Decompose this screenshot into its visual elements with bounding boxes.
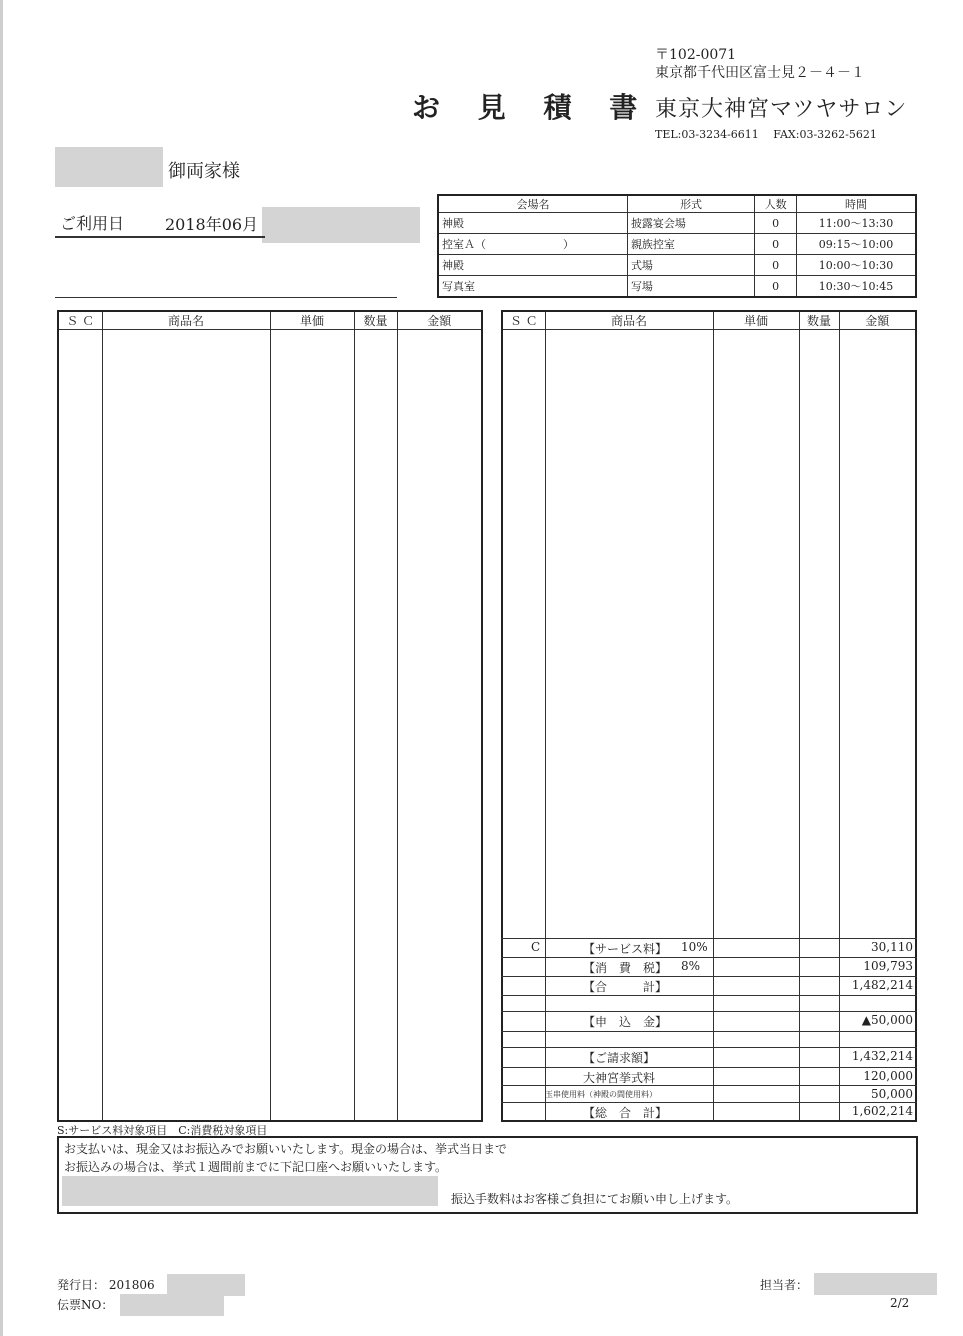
table-row [438,255,916,276]
payment-note-3: 振込手数料はお客様ご負担にてお願い申し上げます。 [451,1192,739,1206]
venue-cell: 神殿 [438,213,627,234]
staff-label: 担当者： [760,1278,809,1292]
redacted-issue-date [167,1274,245,1296]
redacted-staff [814,1273,937,1295]
header-amount: 金額 [397,311,482,330]
table-row [58,330,482,1122]
company-tel-fax: TEL:03-3234-6611 FAX:03-3262-5621 [655,128,877,141]
page-number: 2/2 [890,1296,910,1310]
service-label: 【サービス料】 [583,942,668,956]
subtotal-amount: 1,482,214 [851,978,913,992]
ceremony-fee-label: 大神宮挙式料 [583,1071,656,1085]
company-address: 東京都千代田区富士見２－４－１ [655,65,865,81]
header-quantity: 数量 [354,311,397,330]
time-cell: 11:00～13:30 [797,213,916,234]
venue-cell: 神殿 [438,255,627,276]
deposit-amount: ▲50,000 [861,1013,913,1027]
service-charge-row [501,938,917,958]
redacted-date [262,207,420,243]
ceremony-fee-amount: 120,000 [863,1069,913,1083]
spacer-row [501,995,917,1012]
payment-note-1: お支払いは、現金又はお振込みでお願いいたします。現金の場合は、挙式当日まで [64,1142,508,1156]
payment-notes [57,1136,918,1214]
items-table-left [57,310,483,1122]
header-quantity: 数量 [799,311,839,330]
format-cell: 写場 [627,276,754,298]
billing-amount: 1,432,214 [851,1049,913,1063]
tax-label: 【消 費 税】 [583,961,668,975]
payment-note-2: お振込みの場合は、挙式１週間前までに下記口座へお願いいたします。 [64,1160,448,1174]
tax-row [501,957,917,977]
format-cell: 披露宴会場 [627,213,754,234]
count-cell: 0 [755,276,797,298]
count-cell: 0 [755,255,797,276]
header-sc: Ｓ Ｃ [58,311,102,330]
header-unit-price: 単価 [270,311,354,330]
redacted-bank-account [62,1176,438,1206]
format-cell: 式場 [627,255,754,276]
tax-rate: 8% [681,959,701,973]
venue-header-time: 時間 [797,195,916,213]
venue-header-name: 会場名 [438,195,627,213]
venue-table [437,194,917,298]
deposit-label: 【申 込 金】 [583,1015,668,1029]
grand-total-amount: 1,602,214 [851,1104,913,1118]
service-rate: 10% [681,940,708,954]
shrine-fee-amount: 50,000 [871,1087,913,1101]
redacted-slip-number [120,1294,224,1316]
count-cell: 0 [755,234,797,255]
redacted-name [55,147,163,187]
issue-date [57,1276,155,1293]
table-row [438,276,916,298]
sc-footnote: S:サービス料対象項目 C:消費税対象項目 [57,1124,268,1137]
addressee: 御両家様 [168,161,240,182]
use-date-underline [55,236,265,238]
billing-label: 【ご請求額】 [583,1051,656,1065]
page-edge [0,0,3,1336]
tax-amount: 109,793 [863,959,913,973]
table-row [438,234,916,255]
format-cell: 親族控室 [627,234,754,255]
header-item-name: 商品名 [102,311,270,330]
issue-date-label: 発行日： [57,1278,106,1292]
time-cell: 10:00～10:30 [797,255,916,276]
issue-date-value: 201806 [108,1278,155,1292]
header-amount: 金額 [839,311,916,330]
table-row [438,213,916,234]
company-postal: 〒102-0071 [655,47,737,63]
time-cell: 10:30～10:45 [797,276,916,298]
venue-header-count: 人数 [755,195,797,213]
venue-header-format: 形式 [627,195,754,213]
use-date-label: ご利用日 [60,214,125,233]
use-date-value: 2018年06月 [165,215,259,234]
subtotal-label: 【合 計】 [583,980,668,994]
slip-number-label: 伝票NO： [57,1298,114,1312]
company-name: 東京大神宮マツヤサロン [655,97,908,122]
venue-cell: 控室Ａ（ ） [438,234,627,255]
venue-cell: 写真室 [438,276,627,298]
service-amount: 30,110 [871,940,913,954]
header-item-name: 商品名 [545,311,713,330]
grand-total-label: 【総 合 計】 [583,1106,668,1120]
document-title: お 見 積 書 [412,91,652,124]
spacer-row [501,1031,917,1048]
time-cell: 09:15～10:00 [797,234,916,255]
header-unit-price: 単価 [713,311,799,330]
grand-total-row [501,1102,917,1121]
ceremony-fee-row [501,1067,917,1086]
service-sc: C [531,940,541,954]
shrine-fee-row [501,1085,917,1103]
count-cell: 0 [755,213,797,234]
billing-row [501,1047,917,1068]
deposit-row [501,1011,917,1032]
header-sc: Ｓ Ｃ [502,311,545,330]
subtotal-row [501,976,917,996]
shrine-fee-label: 玉串使用料（神殿の間使用料） [545,1090,657,1099]
blank-line [55,297,397,298]
